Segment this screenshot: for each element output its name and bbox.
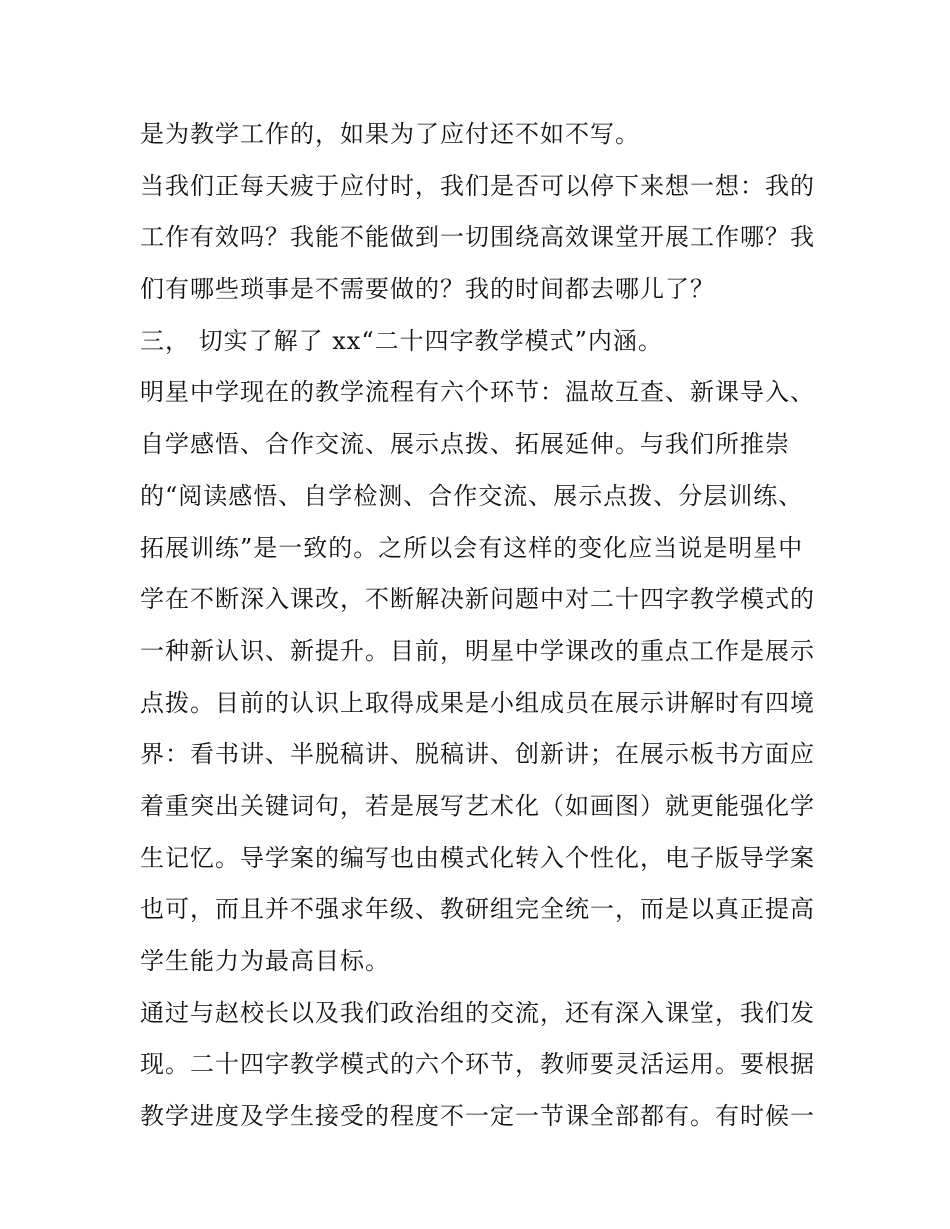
section-heading: 三， 切实了解了 xx“二十四字教学模式”内涵。 xyxy=(140,326,663,355)
text-line: 是为教学工作的，如果为了应付还不如不写。 xyxy=(140,120,640,148)
text-line: 学生能力为最高目标。 xyxy=(140,947,390,975)
text-line: 界：看书讲、半脱稿讲、脱稿讲、创新讲；在展示板书方面应 xyxy=(140,740,815,769)
text-line: 教学进度及学生接受的程度不一定一节课全部都有。有时候一 xyxy=(140,1102,815,1131)
text-line: 也可，而且并不强求年级、教研组完全统一，而是以真正提高 xyxy=(140,895,815,924)
body-text xyxy=(140,109,820,1143)
text-line: 拓展训练”是一致的。之所以会有这样的变化应当说是明星中 xyxy=(140,533,804,562)
text-line: 自学感悟、合作交流、展示点拨、拓展延伸。与我们所推崇 xyxy=(140,430,790,459)
text-line: 当我们正每天疲于应付时，我们是否可以停下来想一想：我的 xyxy=(140,171,815,200)
text-line: 工作有效吗？我能不能做到一切围绕高效课堂开展工作哪？我 xyxy=(140,223,815,252)
text-line: 们有哪些琐事是不需要做的？我的时间都去哪儿了？ xyxy=(140,275,715,304)
text-line: 点拨。目前的认识上取得成果是小组成员在展示讲解时有四境 xyxy=(140,688,815,717)
text-line: 生记忆。导学案的编写也由模式化转入个性化，电子版导学案 xyxy=(140,843,815,872)
text-line: 通过与赵校长以及我们政治组的交流，还有深入课堂，我们发 xyxy=(140,998,815,1027)
text-line: 的“阅读感悟、自学检测、合作交流、展示点拨、分层训练、 xyxy=(140,481,804,510)
text-line: 一种新认识、新提升。目前，明星中学课改的重点工作是展示 xyxy=(140,636,815,665)
text-line: 明星中学现在的教学流程有六个环节：温故互查、新课导入、 xyxy=(140,378,815,407)
text-line: 学在不断深入课改，不断解决新问题中对二十四字教学模式的 xyxy=(140,585,815,614)
text-line: 着重突出关键词句，若是展写艺术化（如画图）就更能强化学 xyxy=(140,791,815,820)
text-line: 现。二十四字教学模式的六个环节，教师要灵活运用。要根据 xyxy=(140,1050,815,1079)
